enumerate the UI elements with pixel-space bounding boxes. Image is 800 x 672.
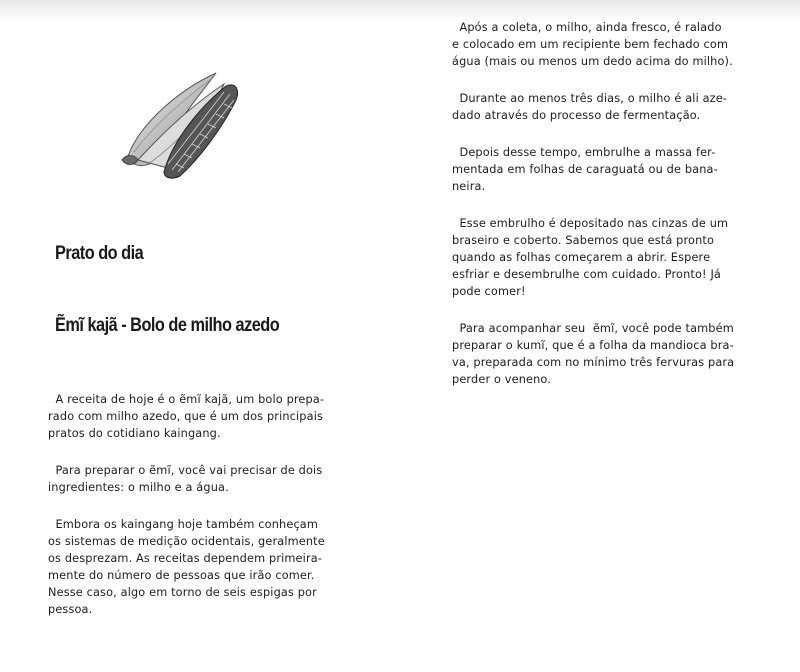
heading-recipe-title: Ẽmĩ kajã - Bolo de milho azedo <box>55 315 280 336</box>
corn-cob-icon <box>118 68 250 180</box>
paragraph: A receita de hoje é o ẽmĩ kajã, um bolo prepa- rado com milho azedo, que é um dos principais pratos do cotidiano kaingang. <box>48 393 325 440</box>
paragraph: Depois desse tempo, embrulhe a massa fer- mentada em folhas de caraguatá ou de bana- neira. <box>452 146 718 193</box>
paragraph: Embora os kaingang hoje também conheçam os sistemas de medição ocidentais, geralmente os desprezam. As receitas dependem primeira- mente do número de pessoas que irão comer. Nesse caso, algo em torno de seis espigas por pessoa. <box>48 518 325 616</box>
heading-dish-of-the-day: Prato do dia <box>55 243 144 264</box>
paragraph: Para acompanhar seu ẽmĩ, você pode também preparar o kumĩ, que é a folha da mandioca bra- va, preparada com no mínimo três fervuras para perder o veneno. <box>452 322 735 386</box>
paragraph: Para preparar o ẽmĩ, você vai precisar de dois ingredientes: o milho e a água. <box>48 464 323 494</box>
right-column-text <box>452 19 772 408</box>
paragraph: Durante ao menos três dias, o milho é ali aze- dado através do processo de fermentação. <box>452 92 728 122</box>
left-column-text <box>48 391 358 638</box>
paragraph: Esse embrulho é depositado nas cinzas de um braseiro e coberto. Sabemos que está pronto quando as folhas começarem a abrir. Espere esfriar e desembrulhe com cuidado. Pronto! Já pode comer! <box>452 217 729 298</box>
paragraph: Após a coleta, o milho, ainda fresco, é ralado e colocado em um recipiente bem fechado com água (mais ou menos um dedo acima do milho). <box>452 21 733 68</box>
